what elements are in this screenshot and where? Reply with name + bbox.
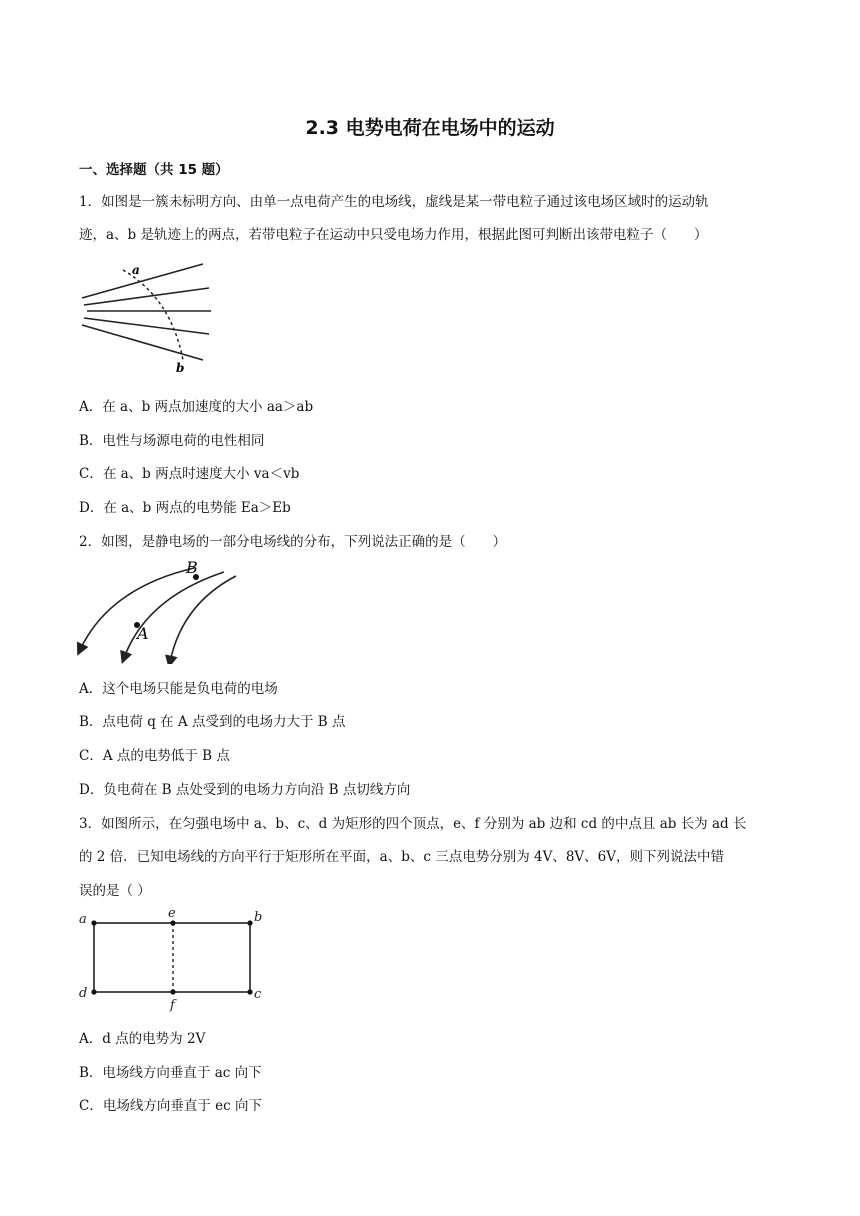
q3-option-c: C．电场线方向垂直于 ec 向下 — [79, 1098, 262, 1114]
q1-field-line-2 — [84, 288, 209, 305]
q3-vertex-b-dot — [247, 920, 252, 925]
q1-point-b-label: b — [176, 361, 185, 375]
q3-label-f: f — [170, 998, 175, 1013]
q3-vertex-c-dot — [247, 989, 252, 994]
q2-option-c: C．A 点的电势低于 B 点 — [79, 748, 230, 764]
q1-stem-line1: 1．如图是一簇未标明方向、由单一点电荷产生的电场线，虚线是某一带电粒子通过该电场区域时的运动轨 — [79, 194, 709, 210]
q1-option-d: D．在 a、b 两点的电势能 Ea＞Eb — [79, 500, 291, 516]
q3-label-b: b — [254, 910, 263, 925]
q2-option-d: D．负电荷在 B 点处受到的电场力方向沿 B 点切线方向 — [79, 782, 411, 798]
q2-option-a: A．这个电场只能是负电荷的电场 — [79, 681, 278, 697]
q1-stem-line2: 迹，a、b 是轨迹上的两点，若带电粒子在运动中只受电场力作用，根据此图可判断出该带电粒子（ ） — [79, 227, 708, 243]
q2-point-a-label: A — [137, 624, 149, 643]
q1-option-a: A．在 a、b 两点加速度的大小 aa＞ab — [79, 399, 314, 415]
q2-field-line-right — [170, 576, 236, 662]
q1-point-a-label: a — [132, 263, 140, 277]
q3-option-a: A．d 点的电势为 2V — [79, 1031, 206, 1047]
q2-point-b-label: B — [186, 558, 198, 577]
q3-stem-line3: 误的是（ ） — [79, 883, 151, 899]
q2-option-b: B．点电荷 q 在 A 点受到的电场力大于 B 点 — [79, 714, 346, 730]
q3-option-b: B．电场线方向垂直于 ac 向下 — [79, 1065, 262, 1081]
q3-label-e: e — [168, 906, 176, 921]
q1-field-line-figure — [79, 256, 219, 376]
q3-stem-line1: 3．如图所示，在匀强电场中 a、b、c、d 为矩形的四个顶点，e、f 分别为 ab 边和 cd 的中点且 ab 长为 ad 长 — [79, 816, 747, 832]
q2-field-line-figure — [74, 558, 244, 664]
page-title: 2.3 电势电荷在电场中的运动 — [305, 117, 555, 139]
q3-vertex-f-dot — [170, 989, 175, 994]
q3-label-a: a — [79, 912, 87, 927]
q3-rectangle-figure — [77, 905, 267, 1015]
q3-vertex-d-dot — [91, 989, 96, 994]
q1-field-line-1 — [82, 264, 203, 298]
q3-vertex-a-dot — [91, 920, 96, 925]
q3-label-c: c — [254, 987, 262, 1002]
section-heading: 一、选择题（共 15 题） — [79, 162, 229, 178]
q3-vertex-e-dot — [170, 920, 175, 925]
q1-option-c: C．在 a、b 两点时速度大小 va＜vb — [79, 466, 300, 482]
q3-stem-line2: 的 2 倍．已知电场线的方向平行于矩形所在平面，a、b、c 三点电势分别为 4V、8V、6V，则下列说法中错 — [79, 849, 725, 865]
q3-label-d: d — [79, 986, 88, 1001]
q1-option-b: B．电性与场源电荷的电性相同 — [79, 433, 265, 449]
q3-rectangle-abcd — [94, 923, 250, 992]
q2-stem: 2．如图，是静电场的一部分电场线的分布，下列说法正确的是（ ） — [79, 534, 507, 550]
